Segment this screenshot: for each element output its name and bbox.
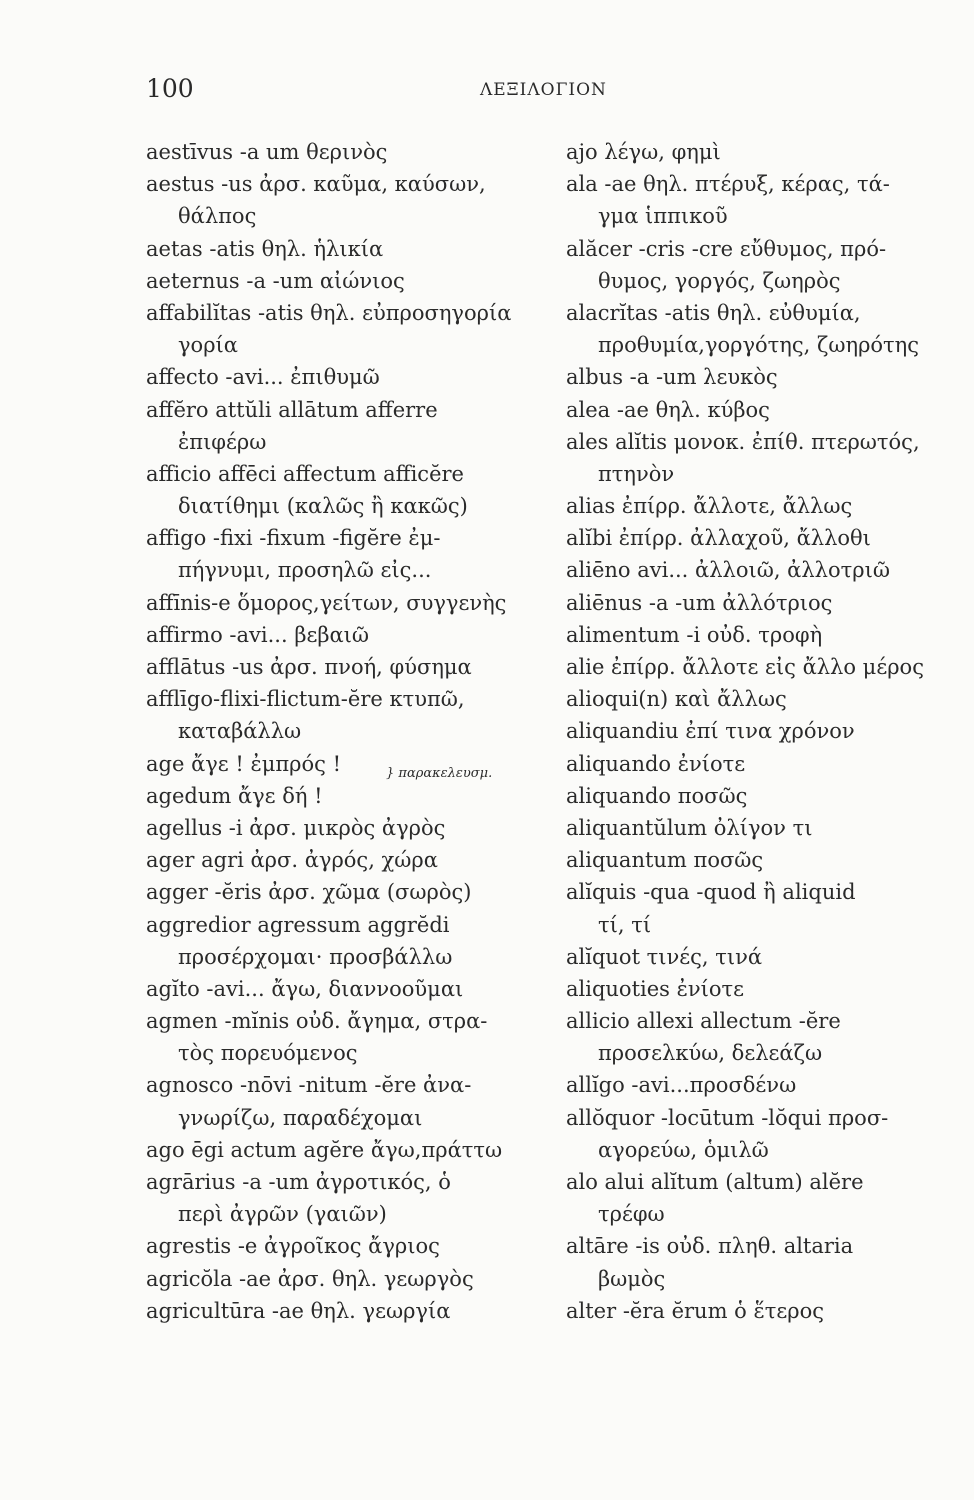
dictionary-entry-line: [566, 394, 966, 426]
entry-text: aliēno avi... ἀλλοιῶ, ἀλλοτριῶ: [566, 558, 890, 583]
entry-text: agrārius -a -um ἀγροτικός, ὁ: [146, 1170, 451, 1194]
entry-text: aliquando ἐνίοτε: [566, 751, 746, 776]
dictionary-entry-line: [566, 1166, 966, 1198]
entry-text: aliquoties ἐνίοτε: [566, 976, 745, 1001]
entry-text: affĕro attŭli allātum afferre: [146, 397, 438, 422]
entry-text: agedum ἄγε δή !: [146, 783, 323, 808]
dictionary-entry-line: [146, 136, 566, 168]
dictionary-entry-line: [146, 683, 566, 715]
dictionary-entry-line: [146, 1198, 566, 1230]
entry-text: agger -ĕris ἀρσ. χῶμα (σωρὸς): [146, 880, 472, 905]
entry-text: agellus -i ἀρσ. μικρὸς ἀγρὸς: [146, 815, 446, 840]
entry-text: βωμὸς: [598, 1266, 666, 1291]
entry-text: aliēnus -a -um ἀλλότριος: [566, 590, 833, 615]
dictionary-entry-line: [566, 426, 966, 458]
dictionary-entry-line: [566, 522, 966, 554]
dictionary-entry-line: [146, 1295, 566, 1327]
entry-text: διατίθημι (καλῶς ἢ κακῶς): [178, 494, 468, 519]
dictionary-entry-line: [146, 361, 566, 393]
dictionary-entry-line: [566, 780, 966, 812]
dictionary-entry-line: [146, 619, 566, 651]
dictionary-entry-line: [146, 812, 566, 844]
dictionary-entry-line: [146, 1037, 566, 1069]
entry-text: ala -ae θηλ. πτέρυξ, κέρας, τά-: [566, 172, 890, 197]
entry-text: alo alui alĭtum (altum) alĕre: [566, 1170, 864, 1194]
dictionary-entry-line: [146, 200, 566, 232]
dictionary-entry-line: [566, 329, 966, 361]
dictionary-entry-line: [146, 876, 566, 908]
dictionary-entry-line: [566, 458, 966, 490]
entry-text: aliquantum ποσῶς: [566, 848, 764, 873]
entry-text: affigo -fixi -fixum -figĕre ἐμ-: [146, 526, 441, 551]
dictionary-entry-line: [146, 844, 566, 876]
dictionary-entry-line: [146, 748, 566, 780]
entry-text: θάλπος: [178, 204, 257, 229]
entry-text: altāre -is οὐδ. πληθ. altaria: [566, 1234, 854, 1259]
dictionary-entry-line: [146, 233, 566, 265]
entry-text: alioqui(n) καὶ ἄλλως: [566, 687, 787, 712]
entry-text: afflīgo-flixi-flictum-ĕre κτυπῶ,: [146, 687, 465, 712]
dictionary-entry-line: [566, 812, 966, 844]
dictionary-entry-line: [566, 973, 966, 1005]
dictionary-entry-line: [146, 394, 566, 426]
dictionary-entry-line: [566, 1037, 966, 1069]
dictionary-entry-line: [566, 361, 966, 393]
entry-text: ἐπιφέρω: [178, 429, 267, 454]
entry-text: age ἄγε ! ἐμπρός !: [146, 751, 342, 776]
entry-text: albus -a -um λευκὸς: [566, 365, 778, 390]
entry-text: allicio allexi allectum -ĕre: [566, 1009, 841, 1034]
dictionary-entry-line: [566, 1069, 966, 1101]
entry-text: allŏquor -locūtum -lŏqui προσ-: [566, 1105, 889, 1130]
entry-text: aestus -us ἀρσ. καῦμα, καύσων,: [146, 172, 486, 197]
entry-text: alter -ĕra ĕrum ὁ ἕτερος: [566, 1298, 824, 1323]
entry-text: aliquando ποσῶς: [566, 783, 748, 808]
dictionary-entry-line: [146, 1263, 566, 1295]
entry-text: agricultūra -ae θηλ. γεωργία: [146, 1298, 451, 1323]
entry-text: γορία: [178, 333, 238, 358]
entry-text: ajo λέγω, φημὶ: [566, 140, 721, 164]
dictionary-entry-line: [566, 1295, 966, 1327]
entry-text: αγορεύω, ὁμιλῶ: [598, 1137, 769, 1162]
dictionary-entry-line: [566, 1005, 966, 1037]
entry-text: πήγνυμι, προσηλῶ εἰς...: [178, 558, 432, 583]
entry-text: agricŏla -ae ἀρσ. θηλ. γεωργὸς: [146, 1266, 474, 1291]
entry-text: affīnis-e ὅμορος,γείτων, συγγενὴς: [146, 590, 507, 615]
dictionary-entry-line: [146, 1005, 566, 1037]
dictionary-entry-line: [566, 1230, 966, 1262]
dictionary-entry-line: [566, 1134, 966, 1166]
entry-text: alie ἐπίρρ. ἄλλοτε εἰς ἄλλο μέρος: [566, 655, 924, 679]
entry-text: τί, τί: [598, 912, 652, 937]
entry-text: aggredior agressum aggrĕdi: [146, 912, 450, 937]
dictionary-entry-line: [146, 715, 566, 747]
entry-text: allĭgo -avi...προσδένω: [566, 1073, 797, 1098]
dictionary-entry-line: [566, 200, 966, 232]
dictionary-entry-line: [146, 1069, 566, 1101]
entry-text: aeternus -a -um αἰώνιος: [146, 268, 405, 293]
dictionary-entry-line: [146, 651, 566, 683]
entry-text: affabilĭtas -atis θηλ. εὐπροσηγορία: [146, 300, 512, 325]
entry-text: alĭquot τινές, τινά: [566, 944, 763, 969]
entry-text: agnosco -nōvi -nitum -ĕre ἀνα-: [146, 1073, 472, 1098]
entry-text: agmen -mĭnis οὐδ. ἄγημα, στρα-: [146, 1009, 488, 1034]
entry-text: aestīvus -a um θερινὸς: [146, 140, 388, 164]
entry-text: aliquantŭlum ὀλίγον τι: [566, 815, 813, 840]
dictionary-entry-line: [566, 265, 966, 297]
dictionary-entry-line: [566, 844, 966, 876]
dictionary-entry-line: [146, 168, 566, 200]
dictionary-entry-line: [566, 715, 966, 747]
dictionary-entry-line: [566, 297, 966, 329]
dictionary-entry-line: [566, 1263, 966, 1295]
entry-text: τὸς πορευόμενος: [178, 1041, 358, 1066]
dictionary-entry-line: [146, 265, 566, 297]
entry-text: alĭquis -qua -quod ἢ aliquid: [566, 880, 856, 905]
dictionary-entry-line: [566, 619, 966, 651]
dictionary-entry-line: [566, 490, 966, 522]
entry-text: aetas -atis θηλ. ἡλικία: [146, 236, 384, 261]
dictionary-entry-line: [146, 426, 566, 458]
entry-text: προσελκύω, δελεάζω: [598, 1041, 823, 1066]
entry-text: alea -ae θηλ. κύβος: [566, 397, 770, 422]
entry-text: γνωρίζω, παραδέχομαι: [178, 1105, 423, 1130]
page-number: 100: [146, 74, 194, 103]
bracket-note: } παρακελευσμ.: [386, 765, 493, 780]
dictionary-entry-line: [146, 973, 566, 1005]
entry-text: agrestis -e ἀγροῖκος ἄγριος: [146, 1234, 440, 1259]
dictionary-entry-line: [566, 941, 966, 973]
entry-text: τρέφω: [598, 1202, 665, 1227]
entry-text: agĭto -avi... ἄγω, διαννοοῦμαι: [146, 976, 464, 1001]
dictionary-entry-line: [566, 876, 966, 908]
dictionary-entry-line: [566, 748, 966, 780]
entry-text: affecto -avi... ἐπιθυμῶ: [146, 365, 380, 390]
entry-text: afficio affēci affectum afficĕre: [146, 461, 464, 486]
entry-text: alias ἐπίρρ. ἄλλοτε, ἄλλως: [566, 494, 853, 519]
entry-text: γμα ἱππικοῦ: [598, 204, 728, 229]
dictionary-entry-line: [146, 780, 566, 812]
dictionary-entry-line: [566, 168, 966, 200]
running-head: ΛΕΞΙΛΟΓΙΟΝ: [480, 80, 607, 100]
dictionary-entry-line: [146, 1230, 566, 1262]
entry-text: πτηνὸν: [598, 461, 675, 486]
entry-text: affirmo -avi... βεβαιῶ: [146, 622, 370, 647]
entry-text: afflātus -us ἀρσ. πνοή, φύσημα: [146, 655, 472, 679]
entry-text: aliquandiu ἐπί τινα χρόνον: [566, 719, 855, 744]
dictionary-entry-line: [146, 522, 566, 554]
dictionary-entry-line: [566, 587, 966, 619]
dictionary-entry-line: [146, 297, 566, 329]
entry-text: alăcer -cris -cre εὔθυμος, πρό-: [566, 236, 887, 261]
dictionary-entry-line: [146, 941, 566, 973]
entry-text: alĭbi ἐπίρρ. ἀλλαχοῦ, ἄλλοθι: [566, 526, 871, 551]
dictionary-entry-line: [146, 587, 566, 619]
dictionary-entry-line: [146, 909, 566, 941]
entry-text: προσέρχομαι· προσβάλλω: [178, 944, 453, 969]
entry-text: ago ēgi actum agĕre ἄγω,πράττω: [146, 1137, 503, 1162]
entry-text: ales alĭtis μονοκ. ἐπίθ. πτερωτός,: [566, 429, 920, 454]
dictionary-entry-line: [566, 909, 966, 941]
dictionary-entry-line: [146, 1102, 566, 1134]
dictionary-entry-line: [146, 458, 566, 490]
entry-text: ager agri ἀρσ. ἀγρός, χώρα: [146, 848, 438, 873]
right-column: [566, 136, 966, 1327]
dictionary-entry-line: [566, 1198, 966, 1230]
dictionary-entry-line: [566, 136, 966, 168]
dictionary-entry-line: [566, 233, 966, 265]
dictionary-entry-line: [566, 683, 966, 715]
dictionary-entry-line: [566, 651, 966, 683]
entry-text: περὶ ἀγρῶν (γαιῶν): [178, 1202, 387, 1227]
entry-text: θυμος, γοργός, ζωηρὸς: [598, 268, 841, 293]
dictionary-entry-line: [146, 490, 566, 522]
entry-text: alimentum -i οὐδ. τροφὴ: [566, 622, 823, 647]
entry-text: alacrĭtas -atis θηλ. εὐθυμία,: [566, 300, 861, 325]
dictionary-entry-line: [146, 1166, 566, 1198]
dictionary-entry-line: [146, 329, 566, 361]
dictionary-entry-line: [146, 1134, 566, 1166]
dictionary-entry-line: [566, 1102, 966, 1134]
entry-text: προθυμία,γοργότης, ζωηρότης: [598, 333, 920, 358]
left-column: [146, 136, 566, 1327]
dictionary-entry-line: [146, 554, 566, 586]
entry-text: καταβάλλω: [178, 719, 302, 744]
dictionary-entry-line: [566, 554, 966, 586]
